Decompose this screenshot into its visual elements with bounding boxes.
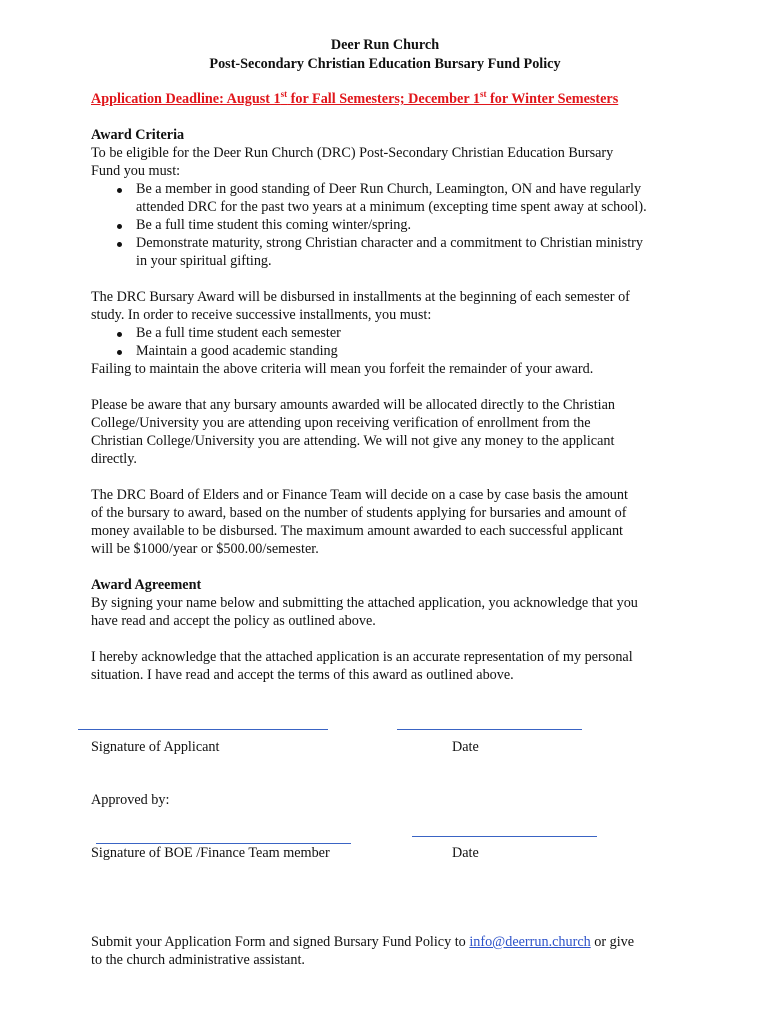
amount-line: will be $1000/year or $500.00/semester.	[91, 541, 319, 557]
criteria-intro-line: To be eligible for the Deer Run Church (DRC) Post-Secondary Christian Education Bursary	[91, 145, 614, 161]
boe-date-line[interactable]	[412, 836, 597, 837]
boe-date-label: Date	[452, 845, 479, 861]
award-agreement-heading: Award Agreement	[91, 577, 202, 593]
installments-bullet-fulltime: Be a full time student each semester	[136, 325, 341, 341]
policy-title: Post-Secondary Christian Education Bursary Fund Policy	[209, 56, 561, 72]
amount-line: of the bursary to award, based on the number of students applying for bursaries and amount of	[91, 505, 627, 521]
criteria-bullet-maturity: Demonstrate maturity, strong Christian character and a commitment to Christian ministry	[136, 235, 643, 251]
email-link[interactable]: info@deerrun.church	[469, 934, 591, 950]
application-deadline: Application Deadline: August 1st for Fall Semesters; December 1st for Winter Semesters	[91, 89, 619, 107]
installments-line: The DRC Bursary Award will be disbursed in installments at the beginning of each semester of	[91, 289, 630, 305]
bullet-icon	[117, 188, 122, 193]
installments-forfeit-line: Failing to maintain the above criteria will mean you forfeit the remainder of your award.	[91, 361, 594, 377]
agreement-line: By signing your name below and submitting the attached application, you acknowledge that you	[91, 595, 638, 611]
award-criteria-heading: Award Criteria	[91, 127, 185, 143]
allocation-line: directly.	[91, 451, 137, 467]
acknowledgement-line: situation. I have read and accept the terms of this award as outlined above.	[91, 667, 514, 683]
bullet-icon	[117, 350, 122, 355]
acknowledgement-line: I hereby acknowledge that the attached application is an accurate representation of my personal	[91, 649, 633, 665]
bullet-icon	[117, 242, 122, 247]
bullet-icon	[117, 224, 122, 229]
bullet-icon	[117, 332, 122, 337]
criteria-bullet-fulltime: Be a full time student this coming winter/spring.	[136, 217, 412, 233]
submit-instructions-cont: to the church administrative assistant.	[91, 952, 305, 968]
submit-instructions: Submit your Application Form and signed Bursary Fund Policy to info@deerrun.church or give	[91, 934, 635, 950]
boe-signature-label: Signature of BOE /Finance Team member	[91, 845, 330, 861]
approved-by-label: Approved by:	[91, 792, 170, 808]
criteria-bullet-membership-cont: attended DRC for the past two years at a minimum (excepting time spent away at school).	[136, 199, 647, 215]
boe-signature-line[interactable]	[96, 843, 351, 844]
installments-line: study. In order to receive successive installments, you must:	[91, 307, 432, 323]
criteria-bullet-maturity-cont: in your spiritual gifting.	[136, 253, 272, 269]
applicant-date-label: Date	[452, 739, 479, 755]
installments-bullet-academic: Maintain a good academic standing	[136, 343, 338, 359]
allocation-line: Please be aware that any bursary amounts awarded will be allocated directly to the Christian	[91, 397, 615, 413]
applicant-date-line[interactable]	[397, 729, 582, 730]
allocation-line: College/University you are attending upon receiving verification of enrollment from the	[91, 415, 591, 431]
amount-line: The DRC Board of Elders and or Finance Team will decide on a case by case basis the amount	[91, 487, 628, 503]
allocation-line: Christian College/University you are attending. We will not give any money to the applicant	[91, 433, 615, 449]
agreement-line: have read and accept the policy as outlined above.	[91, 613, 376, 629]
applicant-signature-line[interactable]	[78, 729, 328, 730]
org-name: Deer Run Church	[330, 37, 440, 53]
criteria-intro-line: Fund you must:	[91, 163, 181, 179]
applicant-signature-label: Signature of Applicant	[91, 739, 220, 755]
criteria-bullet-membership: Be a member in good standing of Deer Run Church, Leamington, ON and have regularly	[136, 181, 642, 197]
amount-line: money available to be disbursed. The maximum amount awarded to each successful applicant	[91, 523, 623, 539]
